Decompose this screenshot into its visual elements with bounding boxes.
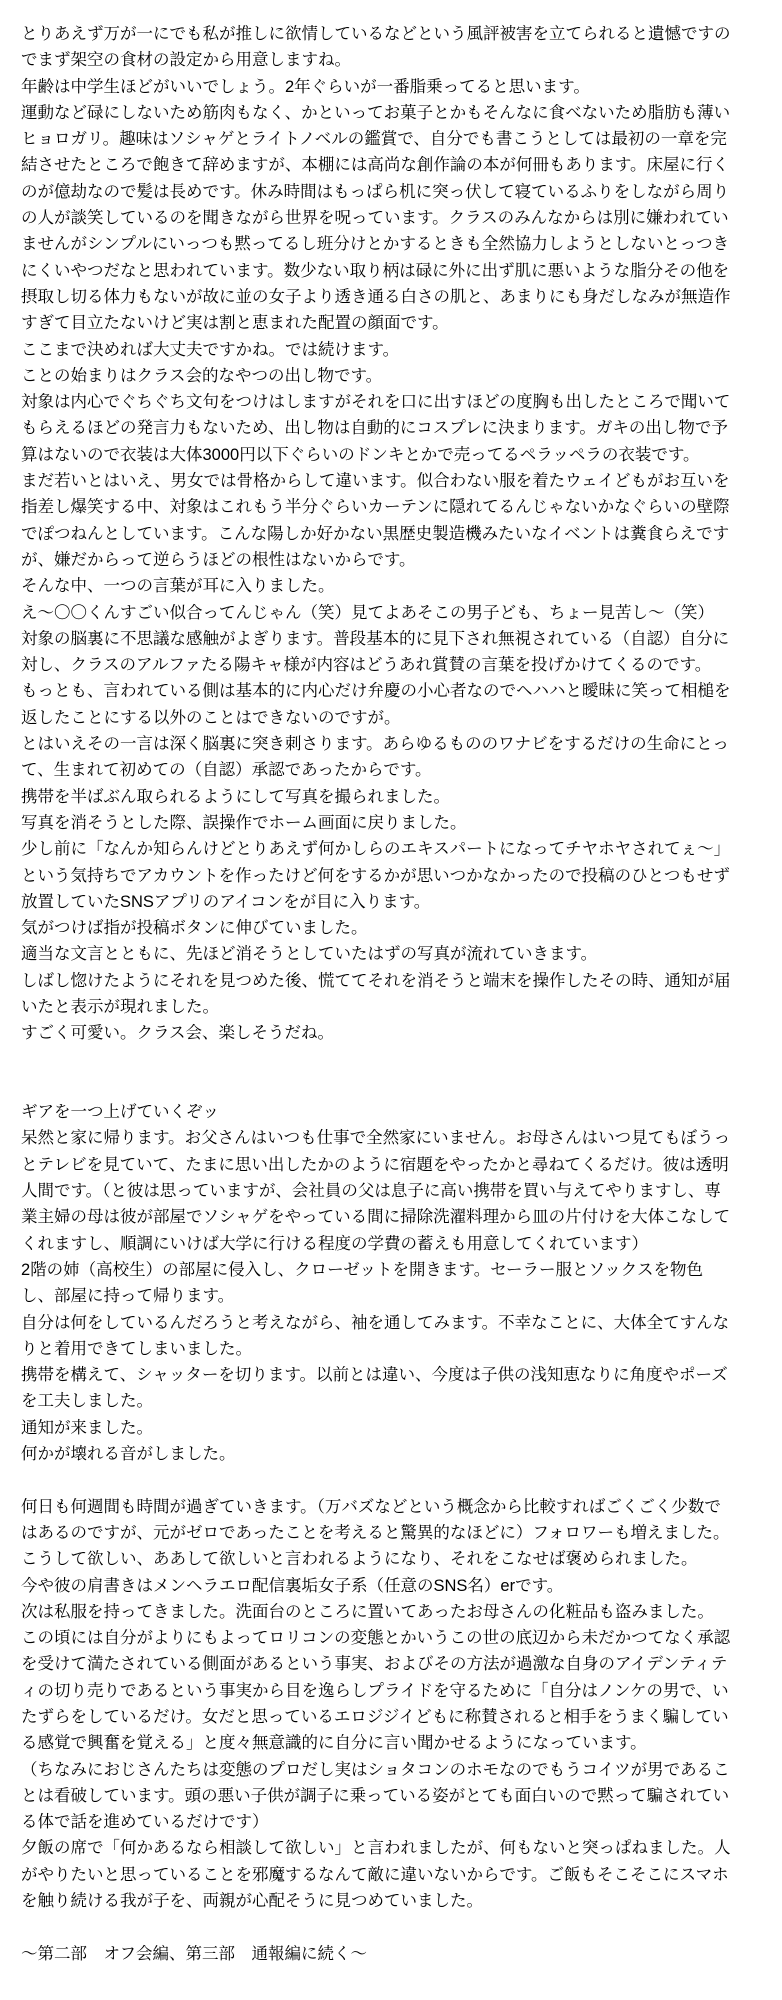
paragraph: 夕飯の席で「何かあるなら相談して欲しい」と言われましたが、何もないと突っぱねました。人がやりたいと思っていることを邪魔するなんて敵に違いないからです。ご飯もそこそこにスマホを触り続ける我が子を、両親が心配そうに見つめていました。 <box>21 1839 731 1911</box>
paragraph: そんな中、一つの言葉が耳に入りました。 <box>21 577 335 596</box>
paragraph: 今や彼の肩書きはメンヘラエロ配信裏垢女子系（任意のSNS名）erです。 <box>21 1576 564 1595</box>
blank-line <box>21 1467 734 1493</box>
paragraph: 携帯を半ばぶん取られるようにして写真を撮られました。 <box>21 787 450 806</box>
paragraph: すごく可愛い。クラス会、楽しそうだね。 <box>21 1024 335 1043</box>
paragraph: 少し前に「なんか知らんけどとりあえず何かしらのエキスパートになってチヤホヤされてぇ〜」という気持ちでアカウントを作ったけど何をするかが思いつかなかったので投稿のひとつもせず放置していたSNSアプリのアイコンをが目に入ります。 <box>21 840 731 911</box>
paragraph: え〜〇〇くんすごい似合ってんじゃん（笑）見てよあそこの男子ども、ちょー見苦し〜（笑） <box>21 603 714 622</box>
paragraph: 2階の姉（高校生）の部屋に侵入し、クローゼットを開きます。セーラー服とソックスを物色し、部屋に持って帰ります。 <box>21 1260 704 1306</box>
paragraph: 運動など碌にしないため筋肉もなく、かといってお菓子とかもそんなに食べないため脂肪も薄いヒョロガリ。趣味はソシャゲとライトノベルの鑑賞で、自分でも書こうとしては最初の一章を完結させたところで飽きて辞めますが、本棚には高尚な創作論の本が何冊もあります。床屋に行くのが億劫なので髪は長めです。休み時間はもっぱら机に突っ伏して寝ているふりをしながら周りの人が談笑しているのを聞きながら世界を呪っています。クラスのみんなからは別に嫌われていませんがシンプルにいっつも黙ってるし班分けとかするときも全然協力しようとしないとっつきにくいやつだなと思われています。数少ない取り柄は碌に外に出ず肌に悪いような脂分その他を摂取し切る体力もないが故に並の女子より透き通る白さの肌と、あまりにも身だしなみが無造作すぎて目立たないけど実は割と恵まれた配置の顔面です。 <box>21 103 731 333</box>
paragraph: こうして欲しい、ああして欲しいと言われるようになり、それをこなせば褒められました。 <box>21 1550 698 1569</box>
paragraph: 年齢は中学生ほどがいいでしょう。2年ぐらいが一番脂乗ってると思います。 <box>21 77 590 96</box>
paragraph: まだ若いとはいえ、男女では骨格からして違います。似合わない服を着たウェイどもがお互いを指差し爆笑する中、対象はこれもう半分ぐらいカーテンに隠れてるんじゃないかなぐらいの壁際でぽつねんとしています。こんな陽しか好かない黒歴史製造機みたいなイベントは糞食らえですが、嫌だからって逆らうほどの根性はないからです。 <box>21 472 730 569</box>
paragraph: 適当な文言とともに、先ほど消そうとしていたはずの写真が流れていきます。 <box>21 945 598 964</box>
paragraph: 携帯を構えて、シャッターを切ります。以前とは違い、今度は子供の浅知恵なりに角度やポーズを工夫しました。 <box>21 1366 728 1411</box>
paragraph: ここまで決めれば大丈夫ですかね。では続けます。 <box>21 340 400 359</box>
paragraph: 対象は内心でぐちぐち文句をつけはしますがそれを口に出すほどの度胸も出したところで聞いてもらえるほどの発言力もないため、出し物は自動的にコスプレに決まります。ガキの出し物で予算はないので衣装は大体3000円以下ぐらいのドンキとかで売ってるペラッペラの衣装です。 <box>21 393 731 464</box>
blank-line <box>21 1914 734 1940</box>
blank-line <box>21 1073 734 1099</box>
paragraph: 何日も何週間も時間が過ぎていきます。（万バズなどという概念から比較すればごくごく少数ではあるのですが、元がゼロであったことを考えると驚異的なほどに）フォロワーも増えました。 <box>21 1497 730 1542</box>
paragraph: 〜第二部 オフ会編、第三部 通報編に続く〜 <box>21 1944 368 1963</box>
paragraph: 通知が来ました。 <box>21 1418 153 1437</box>
paragraph: 次は私服を持ってきました。洗面台のところに置いてあったお母さんの化粧品も盗みました。 <box>21 1602 714 1621</box>
paragraph: 自分は何をしているんだろうと考えながら、袖を通してみます。不幸なことに、大体全てすんなりと着用できてしまいました。 <box>21 1313 730 1358</box>
paragraph: ギアを一つ上げていくぞッ <box>21 1103 219 1122</box>
paragraph: （ちなみにおじさんたちは変態のプロだし実はショタコンのホモなのでもうコイツが男であることは看破しています。頭の悪い子供が調子に乗っている姿がとても面白いので黙って騙されている体で話を進めているだけです） <box>21 1760 730 1832</box>
paragraph: ことの始まりはクラス会的なやつの出し物です。 <box>21 366 383 385</box>
paragraph: 呆然と家に帰ります。お父さんはいつも仕事で全然家にいません。お母さんはいつ見てもぼうっとテレビを見ていて、たまに思い出したかのように宿題をやったかと尋ねてくるだけ。彼は透明人間です。（と彼は思っていますが、会社員の父は息子に高い携帯を買い与えてやりますし、専業主婦の母は彼が部屋でソシャゲをやっている間に掃除洗濯料理から皿の片付けを大体こなしてくれますし、順調にいけば大学に行ける程度の学費の蓄えも用意してくれています） <box>21 1129 731 1253</box>
paragraph: しばし惚けたようにそれを見つめた後、慌ててそれを消そうと端末を操作したその時、通知が届いたと表示が現れました。 <box>21 971 731 1016</box>
paragraph: 写真を消そうとした際、誤操作でホーム画面に戻りました。 <box>21 813 467 832</box>
blank-line <box>21 1047 734 1073</box>
paragraph: 対象の脳裏に不思議な感触がよぎります。普段基本的に見下され無視されている（自認）自分に対し、クラスのアルファたる陽キャ様が内容はどうあれ賞賛の言葉を投げかけてくるのです。 <box>21 629 730 675</box>
paragraph: この頃には自分がよりにもよってロリコンの変態とかいうこの世の底辺から未だかつてなく承認を受けて満たされている側面があるという事実、およびその方法が過激な自身のアイデンティティの切り売りであるという事実から目を逸らしプライドを守るために「自分はノンケの男で、いたずらをしているだけ。女だと思っているエロジジイどもに称賛されると相手をうまく騙している感覚で興奮を覚える」と度々無意識的に自分に言い聞かせるようになっています。 <box>21 1629 731 1753</box>
paragraph: 何かが壊れる音がしました。 <box>21 1445 236 1464</box>
paragraph: とりあえず万が一にでも私が推しに欲情しているなどという風評被害を立てられると遺憾ですのでまず架空の食材の設定から用意しますね。 <box>21 25 731 70</box>
paragraph: 気がつけば指が投稿ボタンに伸びていました。 <box>21 919 368 938</box>
paragraph: とはいえその一言は深く脳裏に突き刺さります。あらゆるもののワナビをするだけの生命にとって、生まれて初めての（自認）承認であったからです。 <box>21 735 729 780</box>
paragraph: もっとも、言われている側は基本的に内心だけ弁慶の小心者なのでヘハハと曖昧に笑って相槌を返したことにする以外のことはできないのですが。 <box>21 682 731 727</box>
